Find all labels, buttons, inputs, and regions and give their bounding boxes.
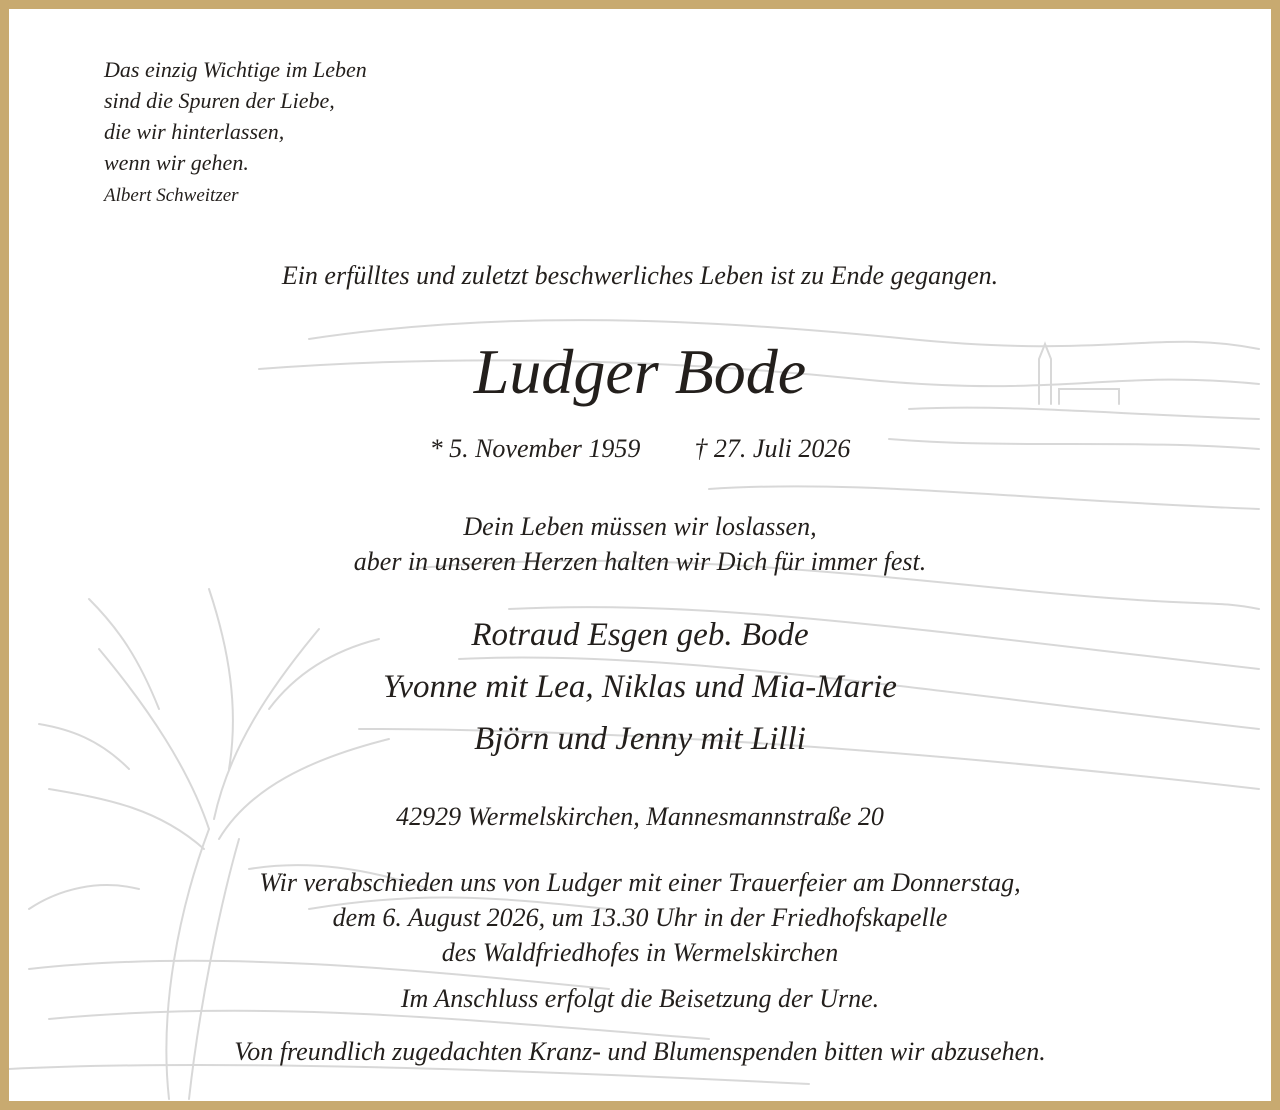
notice-content bbox=[9, 9, 1271, 1101]
quote-line: sind die Spuren der Liebe, bbox=[104, 88, 335, 113]
life-dates bbox=[9, 434, 1271, 464]
family-member: Björn und Jenny mit Lilli bbox=[474, 721, 806, 757]
service-info bbox=[9, 865, 1271, 970]
service-line: dem 6. August 2026, um 13.30 Uhr in der Friedhofskapelle bbox=[332, 903, 948, 932]
deceased-name: Ludger Bode bbox=[473, 336, 807, 407]
service-line: des Waldfriedhofes in Wermelskirchen bbox=[441, 938, 839, 967]
family-member: Yvonne mit Lea, Niklas und Mia-Marie bbox=[383, 669, 897, 705]
quote-line: die wir hinterlassen, bbox=[104, 119, 285, 144]
farewell-text bbox=[9, 509, 1271, 579]
intro-text: Ein erfülltes und zuletzt beschwerliches Leben ist zu Ende gegangen. bbox=[281, 261, 999, 290]
quote-line: wenn wir gehen. bbox=[104, 150, 249, 175]
quote bbox=[104, 54, 367, 178]
farewell-line: aber in unseren Herzen halten wir Dich für immer fest. bbox=[353, 547, 927, 576]
address: 42929 Wermelskirchen, Mannesmannstraße 20 bbox=[396, 802, 884, 831]
birth-date: * 5. November 1959 bbox=[429, 434, 641, 463]
farewell-line: Dein Leben müssen wir loslassen, bbox=[463, 512, 817, 541]
flowers-note: Von freundlich zugedachten Kranz- und Blumenspenden bitten wir abzusehen. bbox=[234, 1037, 1046, 1066]
family-member: Rotraud Esgen geb. Bode bbox=[471, 617, 809, 653]
family-list bbox=[9, 609, 1271, 765]
burial-info: Im Anschluss erfolgt die Beisetzung der Urne. bbox=[400, 984, 880, 1013]
death-date: † 27. Juli 2026 bbox=[694, 434, 851, 463]
quote-author: Albert Schweitzer bbox=[104, 185, 239, 206]
service-line: Wir verabschieden uns von Ludger mit einer Trauerfeier am Donnerstag, bbox=[259, 868, 1021, 897]
quote-line: Das einzig Wichtige im Leben bbox=[104, 57, 367, 82]
